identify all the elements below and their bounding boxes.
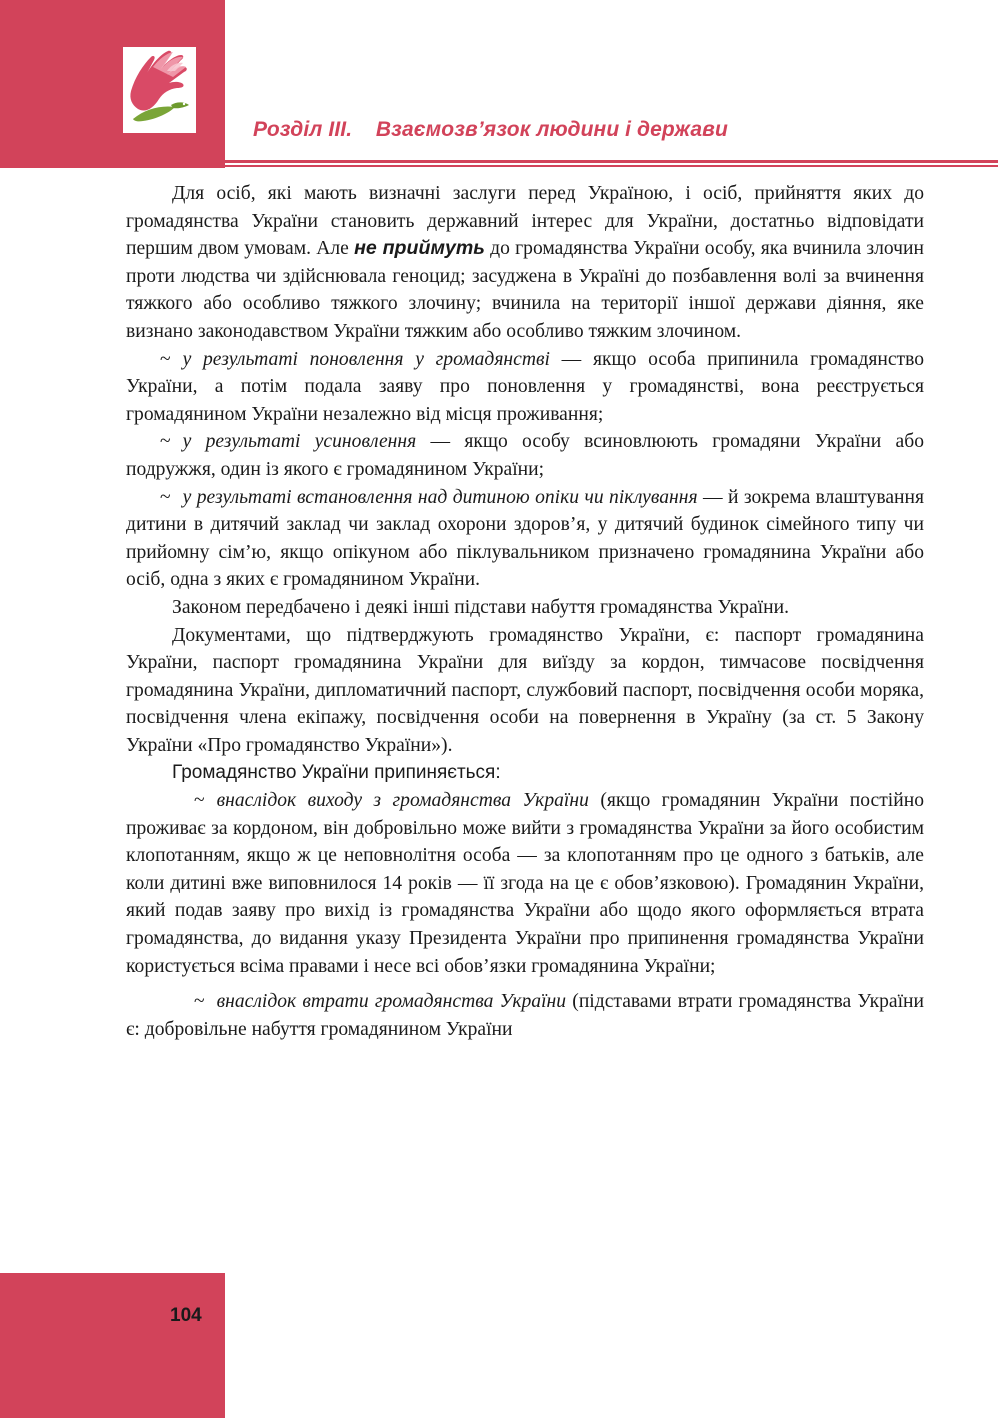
- list-item: ~ у результаті встановлення над дитиною опіки чи піклування — й зокрема влаштування дитини в дитячий заклад чи заклад охорони здоров’я, у дитячий будинок сімейного типу чи прийомну сім’ю, якщо опікуном або піклувальником призначено громадянина України або осіб, одна з яких є громадянином України.: [126, 486, 925, 591]
- emphasis: не приймуть: [354, 237, 485, 260]
- page-body: [126, 180, 924, 1043]
- section-heading: Громадянство України припиняється:: [172, 762, 501, 784]
- logo: [123, 47, 196, 133]
- list-item-term: у результаті усиновлення: [182, 431, 417, 453]
- header-rule-thin: [225, 165, 998, 167]
- paragraph: Для осіб, які мають визначні заслуги перед Україною, і осіб, прийняття яких до громадянства України становить державний інтерес для України, достатньо відповідати першим двом умовам. Але не приймуть до громадянства України особу, яка вчинила злочин проти людства чи здійснювала геноцид; засуджена в Україні до позбавлення волі за вчинення тяжкого або особливо тяжкого злочину; вчинила на території іншої держави діяння, яке визнано законодавством України тяжким або особливо тяжким злочином.: [126, 183, 924, 342]
- list-item: ~ у результаті поновлення у громадянстві — якщо особа припинила громадянство України, а потім подала заяву про поновлення у громадянстві, вона реєструється громадянином України незалежно від місця проживання;: [126, 348, 924, 425]
- paragraph: Документами, що підтверджують громадянство України, є: паспорт громадянина України, паспорт громадянина України для виїзду за кордон, тимчасове посвідчення громадянина України, дипломатичний паспорт, службовий паспорт, посвідчення особи моряка, посвідчення члена екіпажу, посвідчення особи на повернення в Україну (за ст. 5 Закону України «Про громадянство України»).: [126, 624, 924, 756]
- bullet: ~: [194, 991, 205, 1013]
- bullet: ~: [160, 348, 171, 370]
- page-number: 104: [170, 1305, 202, 1326]
- bullet: ~: [160, 486, 171, 508]
- paragraph: Законом передбачено і деякі інші підстави набуття громадянства України.: [172, 596, 790, 618]
- list-item: ~ внаслідок втрати громадянства України (підставами втрати громадянства України є: добровільне набуття громадянином України: [126, 991, 925, 1040]
- bullet: ~: [194, 790, 205, 812]
- list-item: ~ внаслідок виходу з громадянства України (якщо громадянин України постійно проживає за кордоном, він добровільно може вийти з громадянства України за його особистим клопотанням, якщо ж це неповнолітня особа — за клопотанням про це одного з батьків, але коли дитині вже виповнилося 14 років — її згода на це є обов’язковою). Громадянин України, який подав заяву про вихід із громадянства України або щодо якого оформляється втрата громадянства, до видання указу Президента України про припинення громадянства України користується всіма правами і несе всі обов’язки громадянина України;: [126, 790, 924, 977]
- header-rule: [225, 160, 998, 163]
- list-item: ~ у результаті усиновлення — якщо особу всиновлюють громадяни України або подружжя, один із якого є громадянином України;: [126, 431, 924, 480]
- bullet: ~: [160, 431, 171, 453]
- list-item-term: внаслідок виходу з громадянства України: [216, 790, 589, 812]
- list-item-term: внаслідок втрати громадянства України: [216, 991, 567, 1013]
- hand-dove-icon: [123, 47, 196, 133]
- footer-accent-block: [0, 1273, 225, 1418]
- list-item-term: у результаті встановлення над дитиною опіки чи піклування: [182, 486, 698, 508]
- list-item-term: у результаті поновлення у громадянстві: [182, 348, 550, 370]
- chapter-title: Розділ III. Взаємозв’язок людини і держави: [253, 118, 728, 141]
